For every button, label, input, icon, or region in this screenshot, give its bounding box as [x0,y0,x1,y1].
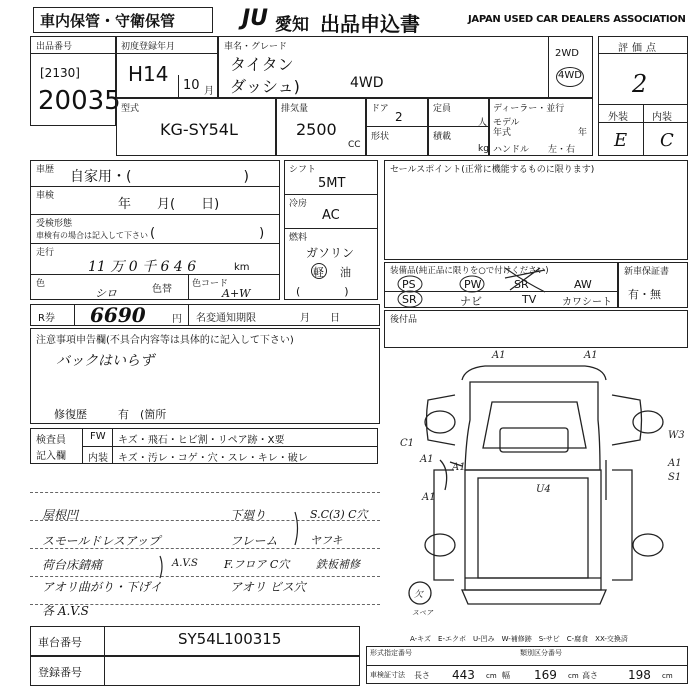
receive-label: 受検形態 [36,219,73,229]
yen-unit: 円 [172,314,182,325]
fuel-paren: ( ) [296,285,349,298]
form-title: 出品申込書 [320,12,420,36]
front-left-wheel [425,411,455,433]
divider [104,626,105,656]
divider [104,656,105,686]
front-bumper [462,366,606,380]
warranty-label: 新車保証書 [624,267,670,277]
mark-missing: 欠 [414,590,424,600]
interior-score: C [660,130,674,151]
cooling-value: AC [322,208,340,223]
chassis-label: 車台番号 [38,636,82,649]
remark-2: スモールドレスアップ [42,534,161,548]
remark-9: アオリ ビス穴 [230,580,306,594]
equip-pw: PW [464,278,482,291]
receive-value: ( ) [150,226,265,241]
rating-label: 評価点 [618,43,660,54]
mark-a1-left-2: A1 [452,462,466,473]
aichi-label: 愛知 [275,15,309,35]
chassis-number: SY54L100315 [178,630,282,648]
fuel-label: 燃料 [289,233,308,243]
listing-number-label: 出品番号 [36,42,73,52]
inspector-label-1: 検査員 [36,435,66,446]
color-code-value: A+W [222,287,251,300]
year-unit: 年 [578,128,588,138]
doors-value: 2 [395,110,403,124]
listing-small-number: [2130] [40,66,80,80]
equip-aw: AW [574,278,592,291]
mileage-label: 走行 [36,248,55,258]
name-change-value: 月 日 [300,313,340,324]
front-right-wheel [633,411,663,433]
damage-legend: A-キズ E-エクボ U-凹み W-補修跡 S-サビ C-腐食 XX-交換済 [410,635,628,643]
category-label: 類別区分番号 [520,649,562,657]
handle-label: ハンドル [493,145,530,155]
registration-month-unit: 月 [204,86,214,97]
registration-label: 初度登録年月 [121,42,176,52]
height-value: 198 [628,668,651,682]
warranty-options: 有・無 [628,288,661,301]
history-value: 自家用・( ) [70,169,249,185]
registration-number-label: 登録番号 [38,666,82,679]
kg-unit: kg [478,144,489,154]
notes-handwritten: バックはいらず [56,353,154,369]
doors-label: ドア [371,104,389,114]
interior-label: 内装 [652,112,672,123]
right-door [612,395,642,445]
rear-right-wheel [633,534,663,556]
color-change-label: 色替 [152,284,172,295]
inspection-value: 年 月( 日) [118,197,220,212]
color-value: シロ [95,287,117,300]
model-drive: 4WD [350,75,384,91]
remark-6: 下廻り [230,508,267,522]
shape-label: 形状 [371,132,390,142]
exterior-score: E [614,130,628,151]
length-value: 443 [452,668,475,682]
load-label: 積載 [433,132,452,142]
storage-stamp-label: 車内保管・守衛保管 [40,12,176,30]
model-name: タイタン [230,55,294,74]
equip-sr-top: SR [514,278,529,291]
mark-a1-left-3: A1 [422,492,436,503]
type-label: 型式 [121,104,140,114]
remark-3: 荷台床錆痛 [42,558,103,572]
model-label: 車名・グレード [224,42,288,52]
width-unit: cm [568,672,579,680]
recycle-fee: 6690 [90,303,146,327]
color-code-label: 色コード [192,279,229,289]
registration-month: 10 [183,78,200,93]
color-label: 色 [36,279,46,289]
mark-a1-front-right: A1 [584,350,598,361]
ju-logo: JU [242,6,269,31]
mark-a1-front-left: A1 [492,350,506,361]
width-label: 幅 [502,671,510,680]
person-unit: 人 [478,118,488,128]
mileage-unit: km [234,262,250,273]
equip-tv: TV [522,293,537,306]
length-label: 長さ [414,671,430,680]
cc-unit: CC [348,140,361,150]
fw-items: キズ・飛石・ヒビ割・リペア跡・X要 [118,435,285,446]
mark-s1: S1 [668,472,682,483]
interior-check-label: 内装 [88,453,108,464]
repair-value: 有 (箇所 [118,408,167,421]
displacement-label: 排気量 [281,104,309,114]
interior-check-items: キズ・汚レ・コゲ・穴・スレ・キレ・破レ [118,453,308,464]
mark-spare: スペア [412,609,433,617]
later-equipment-label: 後付品 [390,315,418,325]
remark-4: アオリ曲がり・下げイ [42,580,162,594]
inspection-label: 車検 [36,191,55,201]
rear-bumper [462,590,606,604]
drive-4wd: 4WD [558,70,582,81]
divider [366,665,688,666]
fw-label: FW [90,431,106,442]
inspector-label-2: 記入欄 [36,451,66,462]
size-label: 車検証寸法 [370,671,405,679]
fuel-gasoline: ガソリン [306,246,355,260]
length-unit: cm [486,672,497,680]
remark-12: 鉄板補修 [316,558,360,571]
height-label: 高さ [582,671,598,680]
mark-w3: W3 [668,430,685,441]
listing-number: 20035 [38,86,121,116]
mark-a1-right: A1 [668,458,682,469]
fuel-kei: 軽 [313,266,324,279]
sales-point-label: セールスポイント(正常に機能するものに限ります) [390,165,595,175]
dealer-label: ディーラー・並行 [493,104,565,114]
drive-2wd: 2WD [555,48,579,59]
name-change-label: 名変通知期限 [196,313,256,324]
shift-label: シフト [289,165,317,175]
equip-navi: ナビ [460,295,482,308]
mark-u4: U4 [536,484,551,495]
cooling-label: 冷房 [289,199,308,209]
equip-ps: PS [402,278,416,291]
height-unit: cm [662,672,673,680]
registration-year: H14 [128,62,169,86]
exterior-label: 外装 [608,112,628,123]
cargo-bed-inner [478,478,588,578]
repair-label: 修復歴 [54,408,87,421]
equip-sr: SR [402,293,417,306]
remark-7: フレーム [230,534,278,548]
rating-score: 2 [632,70,648,98]
type-value: KG-SY54L [160,120,238,139]
remark-8: F.フロア C穴 [224,558,290,571]
displacement-value: 2500 [296,120,337,139]
mark-c1: C1 [400,438,415,449]
mark-a1-left-1: A1 [420,454,434,465]
rear-left-wheel [425,534,455,556]
notes-label: 注意事項申告欄(不具合内容等は具体的に記入して下さい) [36,335,294,346]
remark-10: S.C(3) C穴 [310,508,368,521]
model-grade: ダッシュ) [230,77,300,96]
remark-1: 屋根凹 [42,508,79,522]
capacity-label: 定員 [433,104,452,114]
left-door [427,395,456,445]
remark-11: ヤフキ [310,534,343,547]
model-year-label: モデル年式 [493,118,520,138]
shape-cert-label: 形式指定番号 [370,649,412,657]
recycle-label: R券 [38,313,55,324]
fuel-oil: 油 [340,266,351,279]
equip-leather-seat: カワシート [562,297,612,308]
mileage-value: 11 万 0 千 6 4 6 [88,259,197,275]
width-value: 169 [534,668,557,682]
equipment-label: 装備品(純正品に限りを○で付けください) [390,266,549,276]
remark-5: 各 A.V.S [42,604,89,618]
history-label: 車歴 [36,165,55,175]
right-bed-panel [612,470,632,580]
cab-outline [465,382,600,470]
receive-note: 車検有の場合は記入して下さい [36,231,148,240]
cargo-bed [465,470,601,590]
handle-options: 左・右 [548,145,576,155]
shift-value: 5MT [318,176,346,191]
windshield [483,402,586,448]
remark-13: A.V.S [172,558,198,569]
left-bed-panel [434,470,454,580]
association-name: JAPAN USED CAR DEALERS ASSOCIATION [468,14,686,25]
